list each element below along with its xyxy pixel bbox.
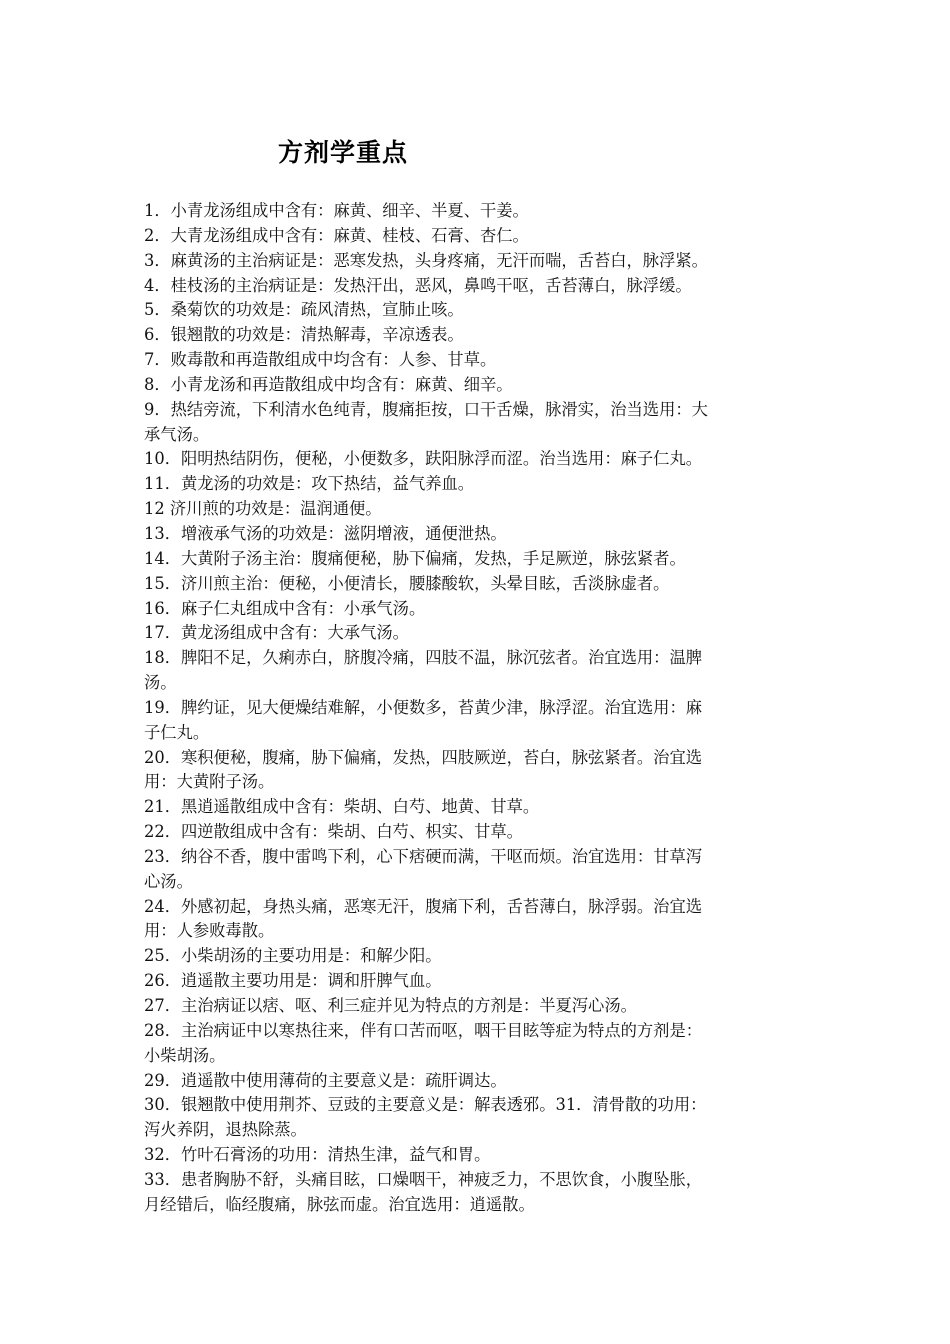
text-line: 19．脾约证，见大便燥结难解，小便数多，苔黄少津，脉浮涩。治宜选用：麻	[144, 697, 703, 717]
text-line: 26．逍遥散主要功用是：调和肝脾气血。	[144, 971, 442, 991]
text-line: 30．银翘散中使用荆芥、豆豉的主要意义是：解表透邪。31．清骨散的功用：	[144, 1095, 707, 1115]
text-line: 25．小柴胡汤的主要功用是：和解少阳。	[144, 946, 442, 966]
text-line: 20．寒积便秘，腹痛，胁下偏痛，发热，四肢厥逆，苔白，脉弦紧者。治宜选	[144, 747, 703, 767]
text-line: 6．银翘散的功效是：清热解毒，辛凉透表。	[144, 325, 464, 345]
text-line: 13．增液承气汤的功效是：滋阴增液，通便泄热。	[144, 523, 507, 543]
text-line: 12 济川煎的功效是：温润通便。	[144, 499, 382, 519]
text-line: 10．阳明热结阴伤，便秘，小便数多，趺阳脉浮而涩。治当选用：麻子仁丸。	[144, 449, 703, 469]
text-line: 28．主治病证中以寒热往来，伴有口苦而呕，咽干目眩等症为特点的方剂是：	[144, 1020, 703, 1040]
text-line: 23．纳谷不香，腹中雷鸣下利，心下痞硬而满，干呕而烦。治宜选用：甘草泻	[144, 846, 703, 866]
text-line: 9．热结旁流，下利清水色纯青，腹痛拒按，口干舌燥，脉滑实，治当选用：大	[144, 399, 708, 419]
text-line: 小柴胡汤。	[144, 1045, 226, 1065]
text-line: 14．大黄附子汤主治：腹痛便秘，胁下偏痛，发热，手足厥逆，脉弦紧者。	[144, 548, 686, 568]
text-line: 18．脾阳不足，久痢赤白，脐腹冷痛，四肢不温，脉沉弦者。治宜选用：温脾	[144, 648, 703, 668]
text-line: 5．桑菊饮的功效是：疏风清热，宣肺止咳。	[144, 300, 464, 320]
text-line: 17．黄龙汤组成中含有：大承气汤。	[144, 623, 409, 643]
text-line: 11．黄龙汤的功效是：攻下热结，益气养血。	[144, 474, 475, 494]
text-line: 泻火养阴，退热除蒸。	[144, 1120, 307, 1140]
text-line: 汤。	[144, 673, 177, 693]
document-body	[144, 199, 812, 1218]
text-line: 8．小青龙汤和再造散组成中均含有：麻黄、细辛。	[144, 374, 513, 394]
text-line: 32．竹叶石膏汤的功用：清热生津，益气和胃。	[144, 1145, 491, 1165]
text-line: 心汤。	[144, 871, 193, 891]
text-line: 3．麻黄汤的主治病证是：恶寒发热，头身疼痛，无汗而喘，舌苔白，脉浮紧。	[144, 250, 708, 270]
text-line: 2．大青龙汤组成中含有：麻黄、桂枝、石膏、杏仁。	[144, 225, 529, 245]
text-line: 月经错后，临经腹痛，脉弦而虚。治宜选用：逍遥散。	[144, 1194, 535, 1214]
text-line: 子仁丸。	[144, 722, 210, 742]
text-line: 24．外感初起，身热头痛，恶寒无汗，腹痛下利，舌苔薄白，脉浮弱。治宜选	[144, 896, 703, 916]
text-line: 22．四逆散组成中含有：柴胡、白芍、枳实、甘草。	[144, 822, 523, 842]
text-line: 用：大黄附子汤。	[144, 772, 275, 792]
text-line: 27．主治病证以痞、呕、利三症并见为特点的方剂是：半夏泻心汤。	[144, 996, 637, 1015]
text-line: 33．患者胸胁不舒，头痛目眩，口燥咽干，神疲乏力，不思饮食，小腹坠胀，	[144, 1169, 703, 1189]
text-line: 16．麻子仁丸组成中含有：小承气汤。	[144, 598, 426, 618]
text-line: 15．济川煎主治：便秘，小便清长，腰膝酸软，头晕目眩，舌淡脉虚者。	[144, 573, 670, 593]
text-line: 7．败毒散和再造散组成中均含有：人参、甘草。	[144, 350, 497, 370]
text-line: 用：人参败毒散。	[144, 921, 275, 941]
text-line: 承气汤。	[144, 424, 210, 444]
page-title: 方剂学重点	[278, 138, 409, 167]
text-line: 29．逍遥散中使用薄荷的主要意义是：疏肝调达。	[144, 1070, 507, 1090]
text-line: 1．小青龙汤组成中含有：麻黄、细辛、半夏、干姜。	[144, 201, 529, 220]
text-line: 4．桂枝汤的主治病证是：发热汗出，恶风，鼻鸣干呕，舌苔薄白，脉浮缓。	[144, 275, 692, 295]
text-line: 21．黑逍遥散组成中含有：柴胡、白芍、地黄、甘草。	[144, 797, 540, 817]
